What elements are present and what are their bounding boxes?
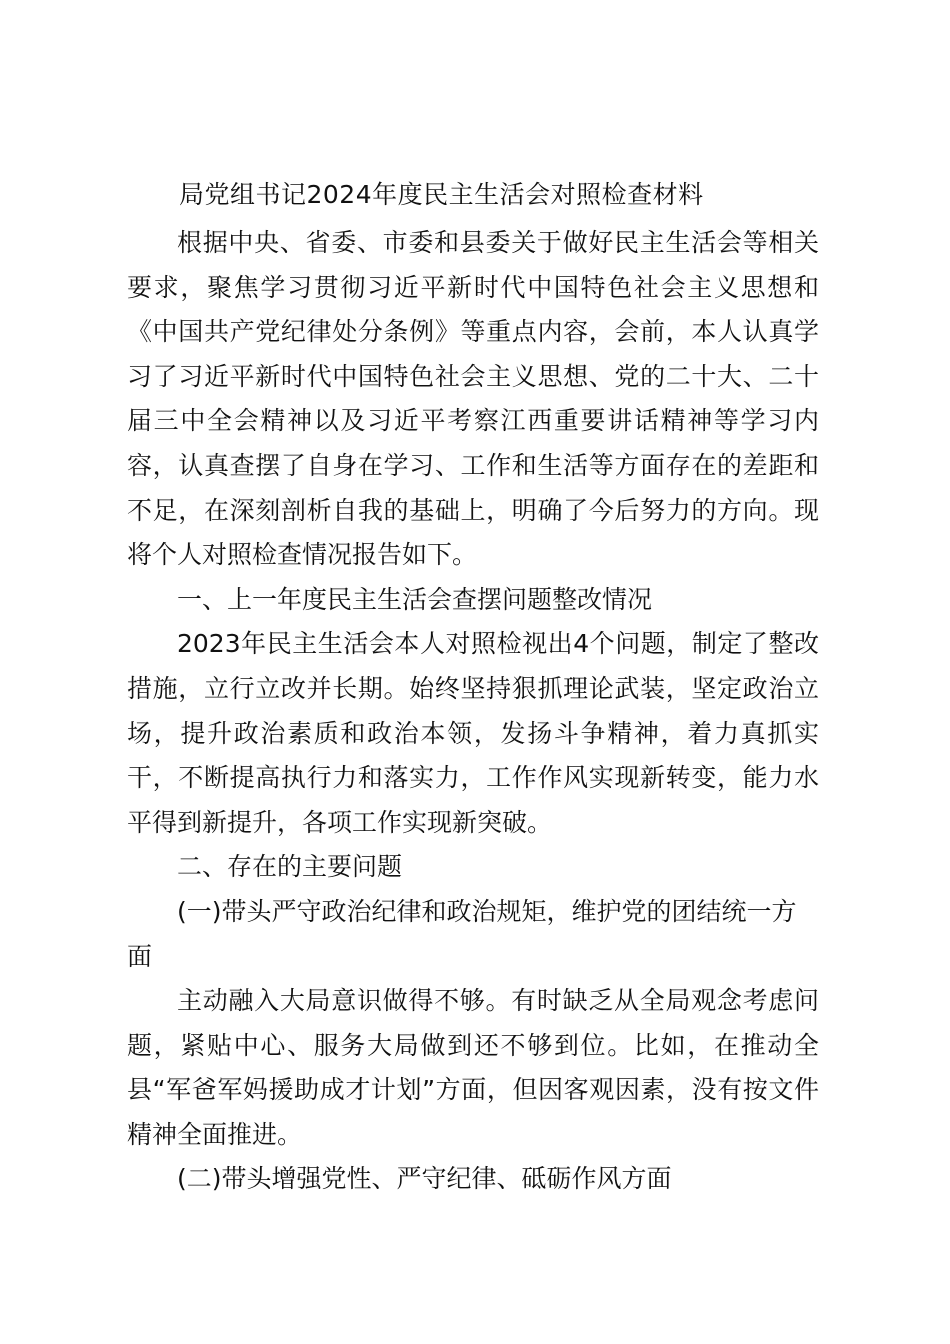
section-1-heading: 一、上一年度民主生活会查摆问题整改情况 <box>177 584 653 614</box>
intro-paragraph: 根据中央、省委、市委和县委关于做好民主生活会等相关要求，聚焦学习贯彻习近平新时代中国特色社会主义思想和《中国共产党纪律处分条例》等重点内容，会前，本人认真学习了习近平新时代中国特色社会主义思想、党的二十大、二十届三中全会精神以及习近平考察江西重要讲话精神等学习内容，认真查摆了自身在学习、工作和生活等方面存在的差距和不足，在深刻剖析自我的基础上，明确了今后努力的方向。现将个人对照检查情况报告如下。 <box>127 228 819 570</box>
section-1-body: 2023年民主生活会本人对照检视出4个问题，制定了整改措施，立行立改并长期。始终坚持狠抓理论武装，坚定政治立场，提升政治素质和政治本领，发扬斗争精神，着力真抓实干，不断提高执行力和落实力，工作作风实现新转变，能力水平得到新提升，各项工作实现新突破。 <box>127 629 819 837</box>
subsection-1-heading: (一)带头严守政治纪律和政治规矩，维护党的团结统一方面 <box>127 896 797 971</box>
subsection-1-body: 主动融入大局意识做得不够。有时缺乏从全局观念考虑问题，紧贴中心、服务大局做到还不够到位。比如，在推动全县“军爸军妈援助成才计划”方面，但因客观因素，没有按文件精神全面推进。 <box>127 986 819 1149</box>
section-2-heading: 二、存在的主要问题 <box>177 852 403 882</box>
document-page <box>127 172 819 1202</box>
document-title: 局党组书记2024年度民主生活会对照检查材料 <box>179 180 704 209</box>
subsection-2-heading: (二)带头增强党性、严守纪律、砥砺作风方面 <box>177 1164 672 1194</box>
